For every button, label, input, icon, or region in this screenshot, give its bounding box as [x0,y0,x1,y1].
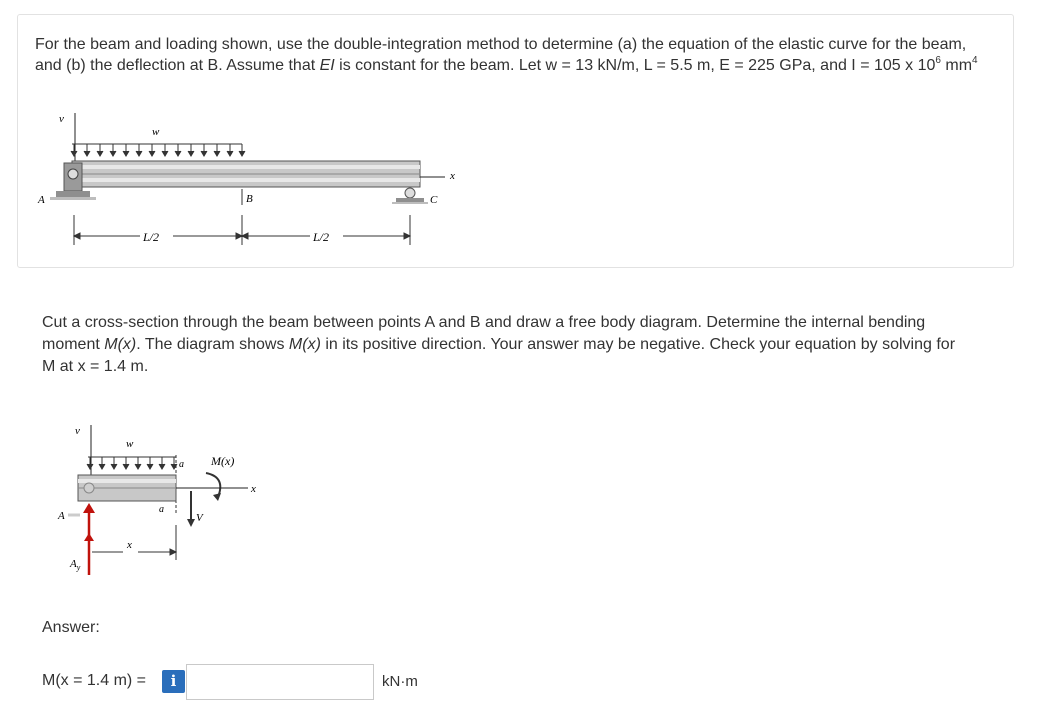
v-axis-label: v [59,113,64,125]
part-line-2-start: moment [42,336,105,353]
reaction-label [69,558,81,572]
exponent-4: 4 [972,54,978,66]
beam-figure [30,105,470,255]
beam [72,161,420,187]
unit-label: kN·m [382,673,418,690]
cut-label-top: a [179,459,184,470]
answer-label: Answer: [42,619,100,636]
half-span-label-2: L/2 [313,230,330,244]
reaction-label-main: A [70,558,77,570]
moment-answer-input[interactable] [186,664,374,700]
load-label: w [152,126,160,138]
point-c-label: C [430,194,438,206]
reaction-arrowhead [83,503,95,513]
question-line-2 [35,55,1015,76]
part-line-3: M at x = 1.4 m. [42,358,149,375]
point-b-label: B [246,193,253,205]
fbd-x-dim-label: x [127,539,132,551]
ei-symbol: EI [319,57,335,74]
reaction-arrowhead-mid [84,533,94,541]
point-a-label: A [38,194,45,206]
part-line-2 [42,334,1022,356]
fbd-beam-segment [78,475,176,501]
info-icon[interactable]: i [162,670,185,693]
exponent-6: 6 [935,54,941,66]
cut-label-bottom: a [159,504,164,515]
roller-support-c [392,188,428,204]
question-line-2-start: and (b) the deflection at B. Assume that [35,57,320,74]
fbd-point-a-label: A [58,510,65,522]
moment-arrowhead [213,493,221,501]
question-line-1: For the beam and loading shown, use the double-integration method to determine (a) the equation of the elastic curve for the beam, [35,36,967,53]
shear-arrowhead [187,519,195,527]
question-line-2-unit: mm [940,57,973,74]
reaction-label-sub: y [76,563,81,572]
part-line-2-mid: . The diagram shows [136,336,289,353]
shear-label: V [196,512,203,524]
part-line-2-end: in its positive direction. Your answer may be negative. Check your equation by solving for [320,336,956,353]
mx-symbol-2: M(x) [288,336,321,353]
free-body-diagram [48,415,278,585]
moment-label: M(x) [211,454,235,468]
answer-prefix: M(x = 1.4 m) = [42,672,147,689]
fbd-x-axis-label: x [251,483,256,495]
fbd-distributed-load [87,457,177,469]
fbd-x-dimension [92,525,176,560]
question-text [35,34,1015,76]
fbd-load-label: w [126,438,134,450]
moment-arrow [206,473,220,497]
half-span-label-1: L/2 [143,230,160,244]
dimension-lines [74,215,410,245]
x-axis-label: x [450,170,455,182]
fbd-v-axis-label: v [75,425,80,437]
mx-symbol-1: M(x) [104,336,137,353]
distributed-load-arrows [71,144,245,156]
part-line-1: Cut a cross-section through the beam between points A and B and draw a free body diagram. Determine the internal bending [42,314,926,331]
part-text [42,312,1022,378]
question-line-2-mid: is constant for the beam. Let w = 13 kN/m, L = 5.5 m, E = 225 GPa, and I = 105 x 10 [334,57,936,74]
